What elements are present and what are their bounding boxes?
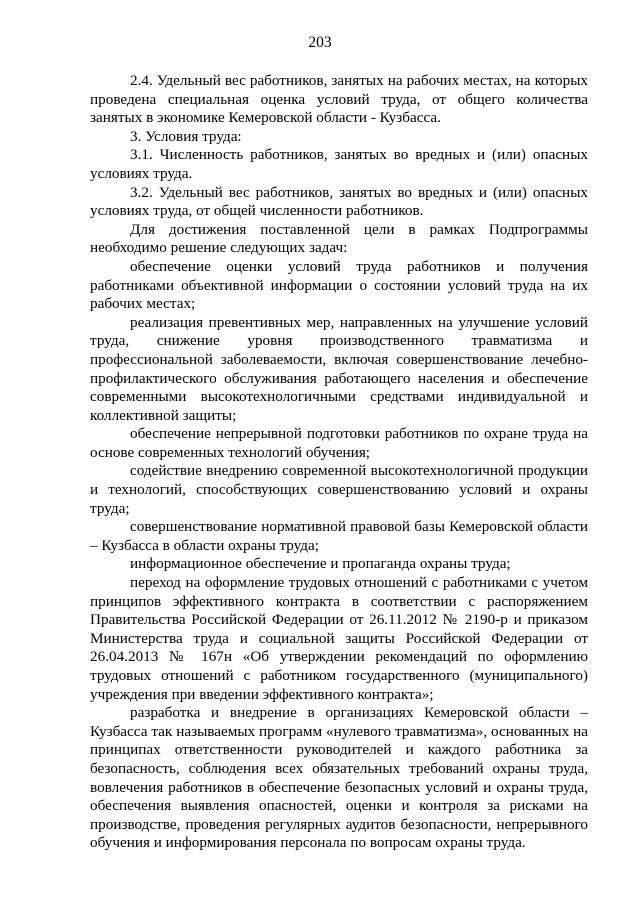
paragraph-task-assessment: обеспечение оценки условий труда работников и получения работниками объективной информации о состоянии условий труда на их рабочих местах; (90, 257, 588, 313)
paragraph-indicator-3-2: 3.2. Удельный вес работников, занятых во вредных и (или) опасных условиях труда, от общей численности работников. (90, 183, 588, 220)
page-number: 203 (308, 34, 332, 51)
paragraph-task-information: информационное обеспечение и пропаганда охраны труда; (130, 555, 511, 573)
paragraph-task-effective-contract: переход на оформление трудовых отношений с работниками с учетом принципов эффективного контракта в соответствии с распоряжением Правительства Российской Федерации от 26.11.2012 № 2190-р и приказом Министерства труда и социальной защиты Российской Федерации от 26.04.2013 № 167н «Об утверждении рекомендаций по оформлению трудовых отношений с работником государственного (муниципального) учреждения при введении эффективного контракта»; (90, 574, 588, 703)
document-body (90, 72, 588, 853)
paragraph-task-technology: содействие внедрению современной высокотехнологичной продукции и технологий, способствующих совершенствованию условий и охраны труда; (90, 462, 588, 517)
paragraph-task-regulatory-base: совершенствование нормативной правовой базы Кемеровской области – Кузбасса в области охраны труда; (90, 518, 588, 554)
paragraph-task-preventive-measures: реализация превентивных мер, направленных на улучшение условий труда, снижение уровня производственного травматизма и профессиональной заболеваемости, включая совершенствование лечебно-профилактического обслуживания работающего населения и обеспечение современными высокотехнологичными средствами индивидуальной и коллективной защиты; (90, 313, 588, 424)
paragraph-indicator-3-1: 3.1. Численность работников, занятых во вредных и (или) опасных условиях труда. (90, 146, 588, 182)
paragraph-indicator-2-4: 2.4. Удельный вес работников, занятых на рабочих местах, на которых проведена специальная оценка условий труда, от общего количества занятых в экономике Кемеровской области - Кузбасса. (90, 72, 588, 127)
paragraph-tasks-intro: Для достижения поставленной цели в рамках Подпрограммы необходимо решение следующих задач: (90, 220, 588, 257)
paragraph-task-zero-injury: разработка и внедрение в организациях Кемеровской области – Кузбасса так называемых программ «нулевого травматизма», основанных на принципах ответственности руководителей и каждого работника за безопасность, соблюдения всех обязательных требований охраны труда, вовлечения работников в обеспечение безопасных условий и охраны труда, обеспечения выявления опасностей, оценки и контроля за рисками на производстве, проведения регулярных аудитов безопасности, непрерывного обучения и информирования персонала по вопросам охраны труда. (90, 704, 588, 852)
paragraph-section-3-heading: 3. Условия труда: (130, 127, 242, 145)
paragraph-task-training: обеспечение непрерывной подготовки работников по охране труда на основе современных технологий обучения; (90, 425, 588, 461)
